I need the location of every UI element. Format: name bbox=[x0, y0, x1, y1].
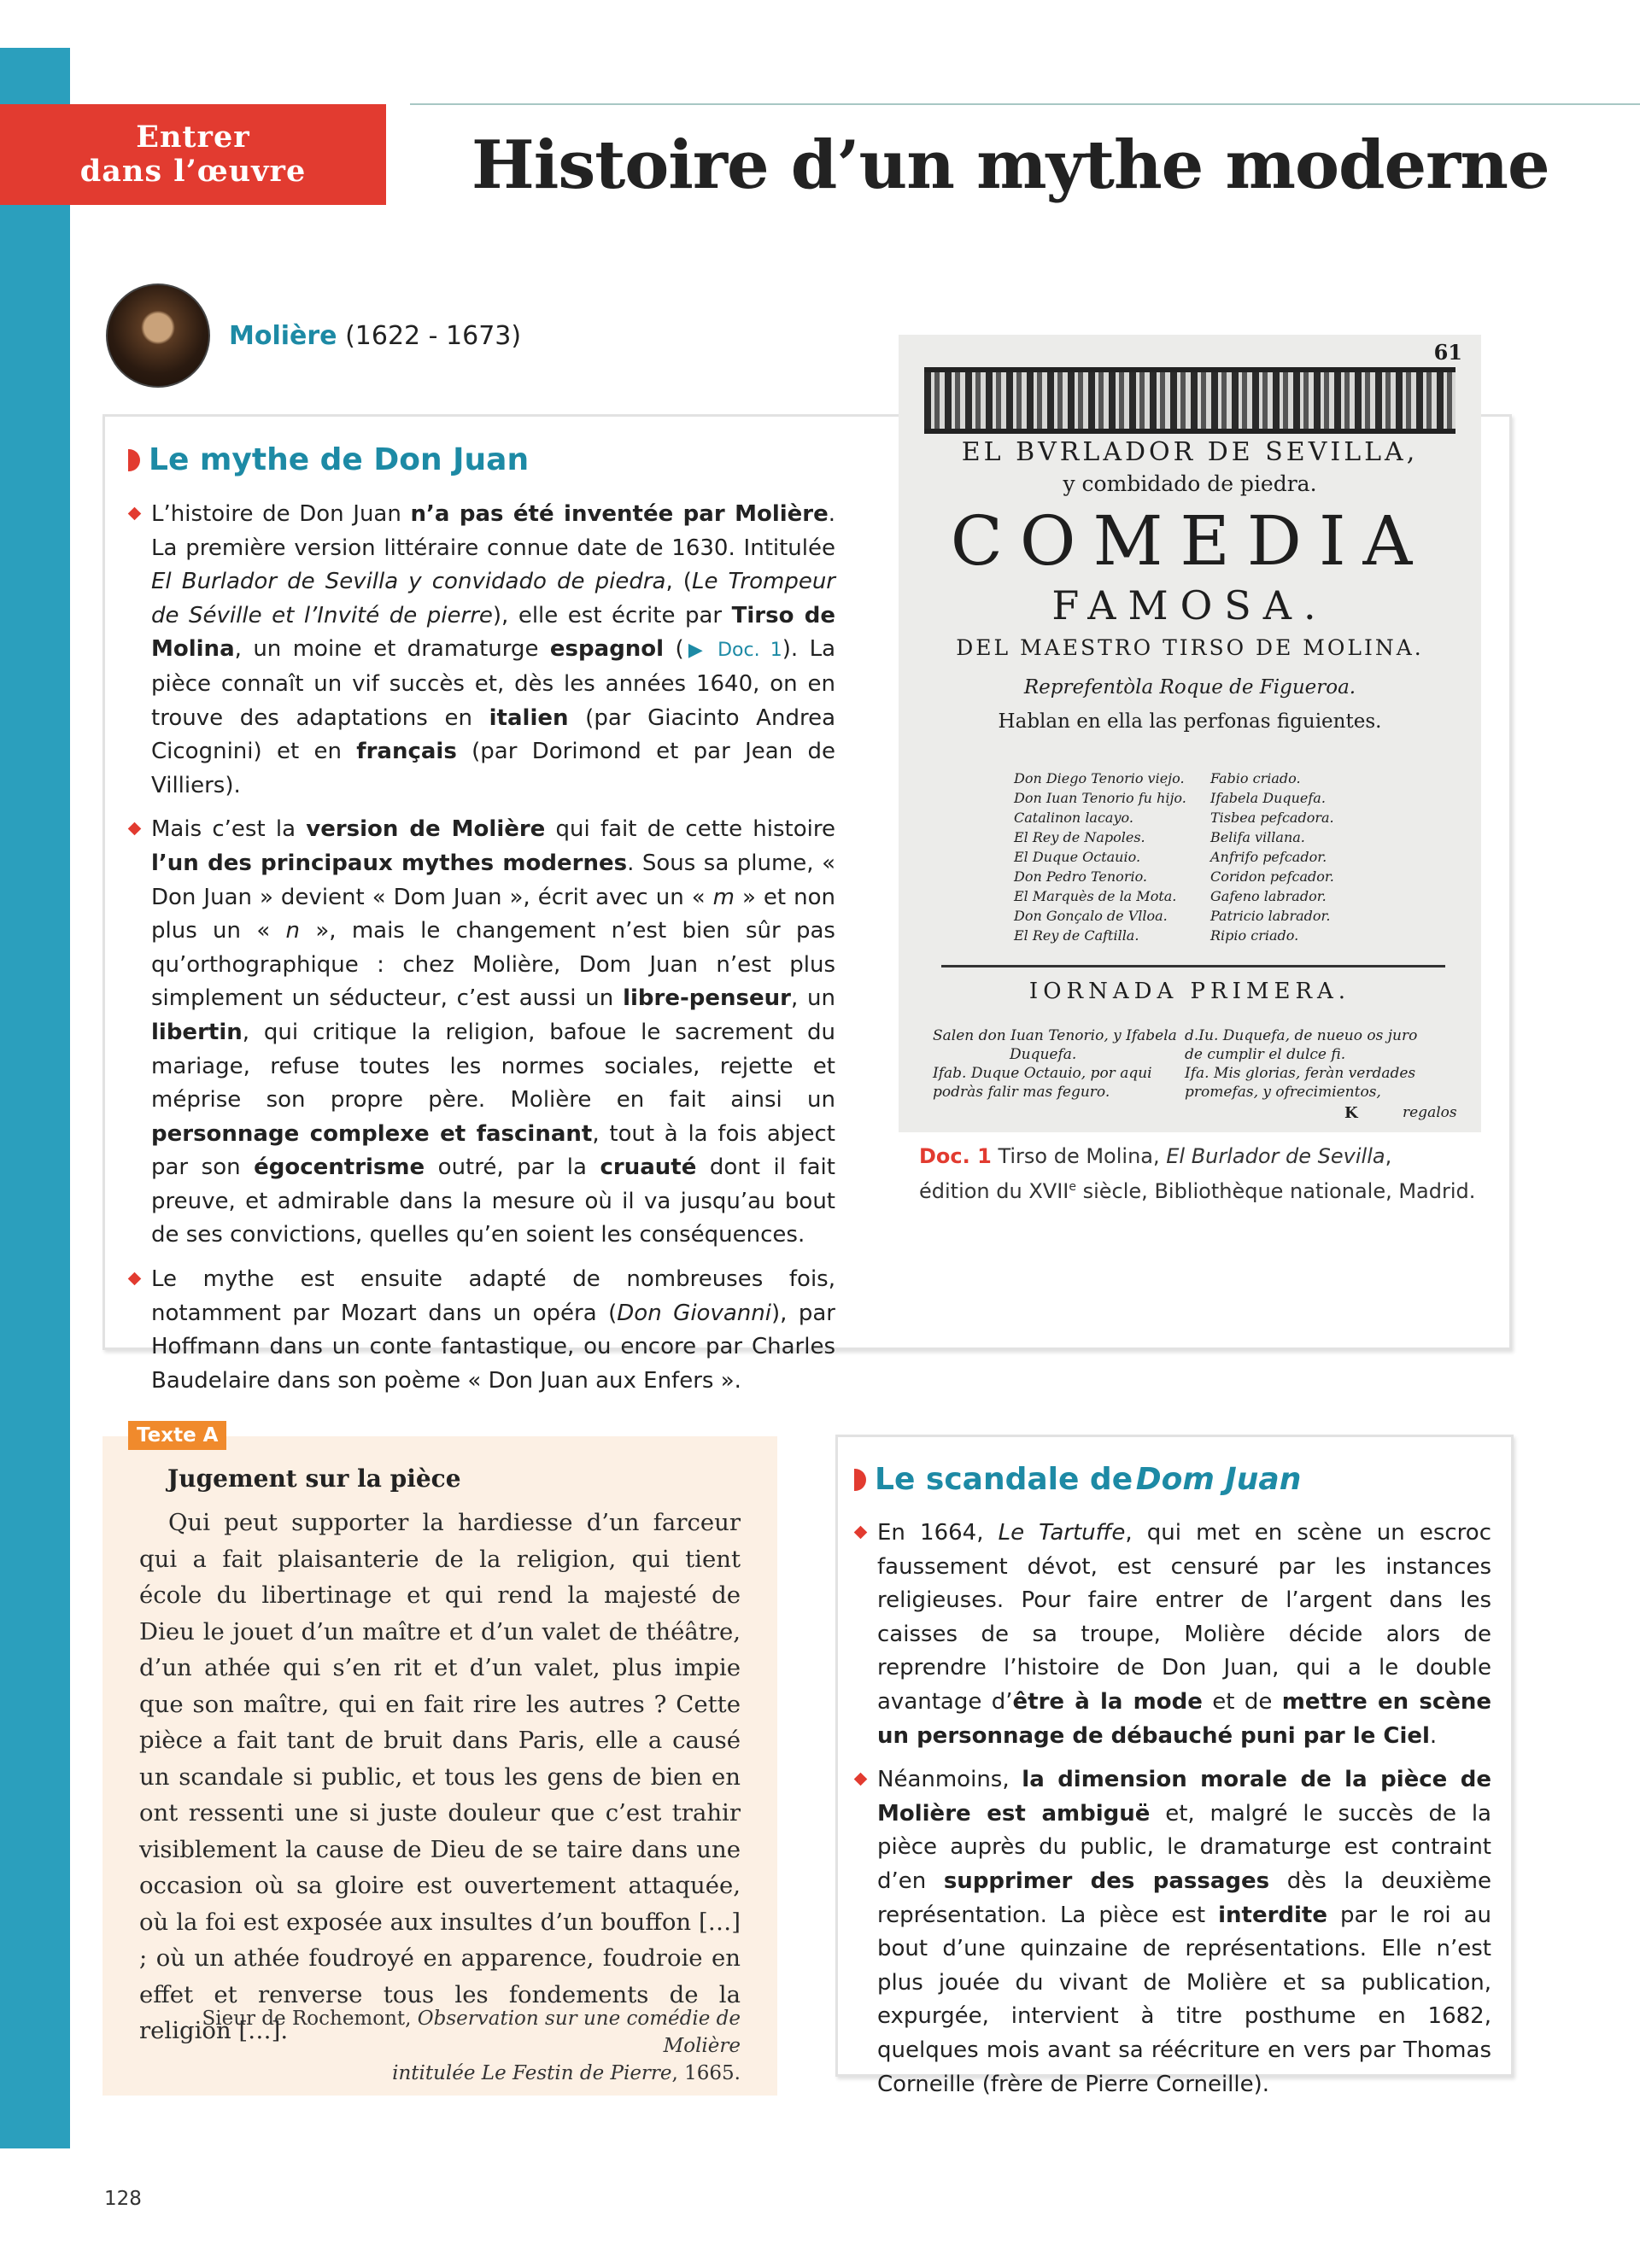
section-marker-icon bbox=[854, 1469, 866, 1491]
doc1-jornada: IORNADA PRIMERA. bbox=[1028, 979, 1351, 1004]
doc1-caption-label: Doc. 1 bbox=[919, 1144, 992, 1168]
section-title-mythe bbox=[128, 442, 529, 477]
page-number: 128 bbox=[104, 2188, 142, 2210]
section-tag-line1: Entrer bbox=[136, 120, 250, 155]
doc1-dialogue-left: Salen don Iuan Tenorio, y Ifabela Duquefa. Ifab. Duque Octauio, por aqui podràs falir mas feguro. bbox=[933, 1027, 1177, 1101]
doc1-page-number: 61 bbox=[1433, 340, 1462, 365]
doc1-caption: Doc. 1 Tirso de Molina, El Burlador de Sevilla, édition du XVIIe siècle, Bibliothèque nationale, Madrid. bbox=[919, 1144, 1476, 1203]
author-dates: (1622 - 1673) bbox=[345, 320, 522, 351]
doc1-line7: Hablan en ella las perfonas figuientes. bbox=[998, 710, 1382, 733]
texte-a-source: Sieur de Rochemont, Observation sur une comédie de Molière intitulée Le Festin de Pierre, 1665. bbox=[202, 2008, 741, 2084]
doc1-cast-right: Fabio criado. Ifabela Duquefa. Tisbea pefcadora. Belifa villana. Anfrifo pefcador. Coridon pefcador. Gafeno labrador. Patricio labrador. Ripio criado. bbox=[1210, 770, 1334, 944]
texte-a-title: Jugement sur la pièce bbox=[167, 1464, 461, 1493]
side-color-band bbox=[0, 48, 70, 2148]
doc1-line3: COMEDIA bbox=[950, 501, 1430, 581]
doc1-image bbox=[899, 335, 1481, 1132]
texte-a-body: Qui peut supporter la hardiesse d’un farceur qui a fait plaisanterie de la religion, qui tient école du libertinage et qui rend la majesté de Dieu le jouet d’un maître et d’un valet de théâtre, d’un athée qui s’en rit et d’un valet, plus impie que son maître, qui en fait rire les autres ? Cette pièce a fait tant de bruit dans Paris, elle a causé un scandale si public, et tous les gens de bien en ont ressenti une si juste douleur que c’est trahir visiblement la cause de Dieu de se taire dans une occasion où sa gloire est ouvertement attaquée, où la foi est exposée aux insultes d’un bouffon […] ; où un athée foudroyé en apparence, foudroie en effet et renverse tous les fondements de la religion […]. bbox=[139, 1509, 741, 2044]
scandale-bullet-list bbox=[854, 1517, 1491, 2112]
list-item: L’histoire de Don Juan n’a pas été inventée par Molière. La première version littéraire connue date de 1630. Intitulée El Burlador de Sevilla y convidado de piedra, (Le Trompeur de Séville et l’Invité de pierre), elle est écrite par Tirso de Molina, un moine et dramaturge espagnol (▶ Doc. 1). La pièce connaît un vif succès et, dès les années 1640, on en trouve des adaptations en italien (par Giacinto Andrea Cicognini) et en français (par Dorimond et par Jean de Villiers). bbox=[128, 498, 835, 803]
doc1-line6: Reprefentòla Roque de Figueroa. bbox=[1023, 676, 1356, 699]
list-item: Le mythe est ensuite adapté de nombreuses fois, notamment par Mozart dans un opéra (Don Giovanni), par Hoffmann dans un conte fantastique, ou encore par Charles Baudelaire dans son poème « Don Juan aux Enfers ». bbox=[128, 1263, 835, 1398]
section-tag bbox=[0, 104, 386, 205]
author-portrait-icon bbox=[106, 284, 210, 388]
list-item: Néanmoins, la dimension morale de la pièce de Molière est ambiguë et, malgré le succès de la pièce auprès du public, le dramaturge est contraint d’en supprimer des passages dès la deuxième représentation. La pièce est interdite par le roi au bout d’une quinzaine de représentations. Elle n’est plus jouée du vivant de Molière et sa publication, expurgée, intervient à titre posthume en 1682, quelques mois avant sa réécriture en vers par Thomas Corneille (frère de Pierre Corneille). bbox=[854, 1763, 1491, 2101]
doc1-line1: EL BVRLADOR DE SEVILLA, bbox=[961, 437, 1419, 467]
doc1-rule bbox=[941, 965, 1445, 967]
doc1-cast-left: Don Diego Tenorio viejo. Don Iuan Tenorio fu hijo. Catalinon lacayo. El Rey de Napoles. El Duque Octauio. Don Pedro Tenorio. El Marquès de la Mota. Don Gonçalo de Vlloa. El Rey de Caftilla. bbox=[1014, 770, 1186, 944]
header-rule bbox=[410, 103, 1640, 105]
author-info bbox=[229, 321, 521, 351]
list-item: En 1664, Le Tartuffe, qui met en scène un escroc faussement dévot, est censuré par les instances religieuses. Pour faire entrer de l’argent dans les caisses de sa troupe, Molière décide alors de reprendre l’histoire de Don Juan, qui a le double avantage d’être à la mode et de mettre en scène un personnage de débauché puni par le Ciel. bbox=[854, 1517, 1491, 1753]
page-title: Histoire d’un mythe moderne bbox=[472, 126, 1549, 204]
texte-a-label: Texte A bbox=[128, 1421, 226, 1450]
doc1-dialogue-right: d.Iu. Duquefa, de nueuo os juro de cumplir el dulce fi. Ifa. Mis glorias, feràn verdades promefas, y ofrecimientos, bbox=[1185, 1027, 1418, 1101]
doc1-line4: FAMOSA. bbox=[1051, 582, 1328, 628]
section-title-scandale: Le scandale de Dom Juan bbox=[854, 1462, 1301, 1497]
section-marker-icon bbox=[128, 449, 140, 471]
author-row bbox=[106, 284, 521, 388]
doc1-line5: DEL MAESTRO TIRSO DE MOLINA. bbox=[956, 635, 1424, 660]
doc1-line2: y combidado de piedra. bbox=[1063, 471, 1317, 496]
mythe-bullet-list bbox=[128, 498, 835, 1408]
section-tag-line2: dans l’œuvre bbox=[79, 154, 307, 189]
doc1-catchword: regalos bbox=[1403, 1104, 1457, 1121]
doc1-link[interactable]: ▶ Doc. 1 bbox=[683, 640, 782, 662]
doc1-catchword-k: K bbox=[1344, 1104, 1358, 1122]
doc1-ornament-icon bbox=[924, 367, 1456, 434]
author-name: Molière bbox=[229, 320, 337, 351]
section-title-mythe-text: Le mythe de Don Juan bbox=[149, 442, 530, 477]
list-item: Mais c’est la version de Molière qui fait de cette histoire l’un des principaux mythes modernes. Sous sa plume, « Don Juan » devient « Dom Juan », écrit avec un « m » et non plus un « n », mais le changement n’est bien sûr pas qu’orthographique : chez Molière, Dom Juan n’est plus simplement un séducteur, c’est aussi un libre-penseur, un libertin, qui critique la religion, bafoue le sacrement du mariage, refuse toutes les normes sociales, rejette et méprise son propre père. Molière en fait ainsi un personnage complexe et fascinant, tout à la fois abject par son égocentrisme outré, par la cruauté dont il fait preuve, et admirable dans la mesure où il va jusqu’au bout de ses convictions, quelles qu’en soient les conséquences. bbox=[128, 813, 835, 1253]
